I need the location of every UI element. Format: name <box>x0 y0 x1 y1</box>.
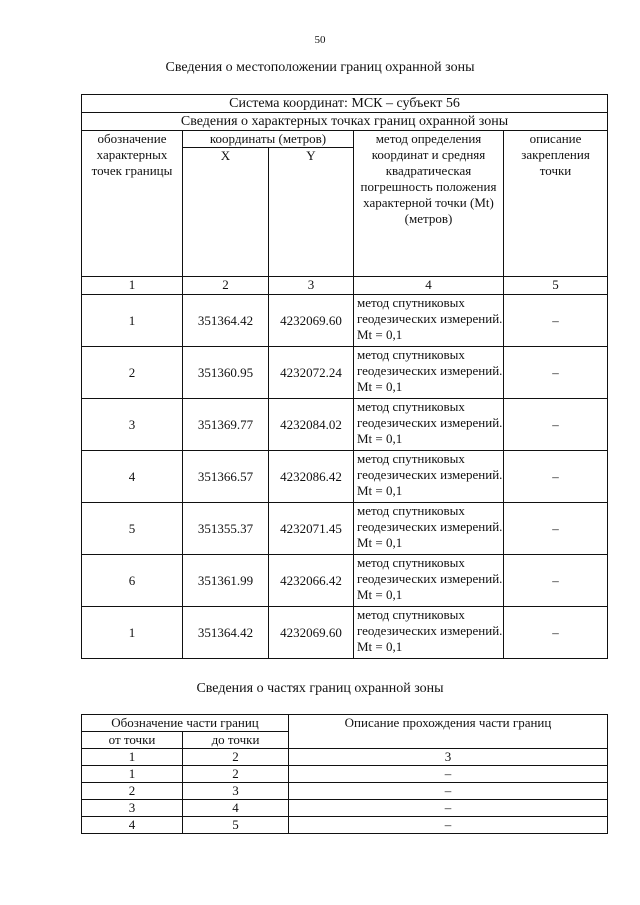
passage-description-cell: – <box>289 800 608 817</box>
table-row <box>82 295 608 347</box>
description-cell: – <box>504 555 608 607</box>
point-cell: 5 <box>82 503 183 555</box>
column-number: 4 <box>354 277 504 295</box>
from-point-cell: 2 <box>82 783 183 800</box>
from-point-cell: 1 <box>82 766 183 783</box>
point-designation-header: обозначение характерных точек границы <box>82 131 183 277</box>
coordinate-system-cell: Система координат: МСК – субъект 56 <box>82 95 608 113</box>
x-cell: 351369.77 <box>183 399 269 451</box>
description-cell: – <box>504 607 608 659</box>
y-cell: 4232086.42 <box>269 451 354 503</box>
coordinates-header: координаты (метров) <box>183 131 354 148</box>
column-number: 2 <box>183 277 269 295</box>
table-row <box>82 800 608 817</box>
x-cell: 351355.37 <box>183 503 269 555</box>
y-header: Y <box>269 148 354 277</box>
to-point-cell: 2 <box>183 766 289 783</box>
point-cell: 2 <box>82 347 183 399</box>
passage-description-cell: 3 <box>289 749 608 766</box>
method-cell: метод спутниковых геодезических измерений. Mt = 0,1 <box>354 347 504 399</box>
method-cell: метод спутниковых геодезических измерений. Mt = 0,1 <box>354 295 504 347</box>
x-cell: 351366.57 <box>183 451 269 503</box>
description-cell: – <box>504 503 608 555</box>
table-row <box>82 817 608 834</box>
table-row <box>82 451 608 503</box>
method-header: метод определения координат и средняя квадратическая погрешность положения характерной точки (Mt) (метров) <box>354 131 504 277</box>
characteristic-points-table <box>81 94 608 659</box>
point-cell: 1 <box>82 607 183 659</box>
description-cell: – <box>504 295 608 347</box>
y-cell: 4232072.24 <box>269 347 354 399</box>
passage-description-header: Описание прохождения части границ <box>289 715 608 749</box>
x-cell: 351361.99 <box>183 555 269 607</box>
method-cell: метод спутниковых геодезических измерений. Mt = 0,1 <box>354 399 504 451</box>
method-cell: метод спутниковых геодезических измерений. Mt = 0,1 <box>354 555 504 607</box>
table-row <box>82 607 608 659</box>
section-title-boundaries: Сведения о местоположении границ охранной зоны <box>165 60 475 75</box>
from-point-cell: 3 <box>82 800 183 817</box>
table-row <box>82 783 608 800</box>
point-cell: 3 <box>82 399 183 451</box>
y-cell: 4232084.02 <box>269 399 354 451</box>
fixation-description-header: описание закрепления точки <box>504 131 608 277</box>
table-row <box>82 555 608 607</box>
to-point-cell: 3 <box>183 783 289 800</box>
method-cell: метод спутниковых геодезических измерений. Mt = 0,1 <box>354 607 504 659</box>
boundary-parts-table <box>81 714 608 834</box>
column-number: 3 <box>269 277 354 295</box>
table-row <box>82 347 608 399</box>
y-cell: 4232066.42 <box>269 555 354 607</box>
description-cell: – <box>504 451 608 503</box>
to-point-header: до точки <box>183 732 289 749</box>
to-point-cell: 4 <box>183 800 289 817</box>
from-point-header: от точки <box>82 732 183 749</box>
table-row <box>82 399 608 451</box>
table-subtitle-cell: Сведения о характерных точках границ охранной зоны <box>82 113 608 131</box>
description-cell: – <box>504 347 608 399</box>
passage-description-cell: – <box>289 817 608 834</box>
method-cell: метод спутниковых геодезических измерений. Mt = 0,1 <box>354 451 504 503</box>
x-cell: 351360.95 <box>183 347 269 399</box>
column-number: 5 <box>504 277 608 295</box>
point-cell: 1 <box>82 295 183 347</box>
table-row <box>82 503 608 555</box>
x-header: X <box>183 148 269 277</box>
y-cell: 4232071.45 <box>269 503 354 555</box>
passage-description-cell: – <box>289 783 608 800</box>
column-number: 1 <box>82 277 183 295</box>
part-designation-header: Обозначение части границ <box>82 715 289 732</box>
table-row <box>82 766 608 783</box>
description-cell: – <box>504 399 608 451</box>
to-point-cell: 2 <box>183 749 289 766</box>
y-cell: 4232069.60 <box>269 295 354 347</box>
y-cell: 4232069.60 <box>269 607 354 659</box>
method-cell: метод спутниковых геодезических измерений. Mt = 0,1 <box>354 503 504 555</box>
section-title-parts: Сведения о частях границ охранной зоны <box>196 681 444 696</box>
x-cell: 351364.42 <box>183 607 269 659</box>
from-point-cell: 4 <box>82 817 183 834</box>
from-point-cell: 1 <box>82 749 183 766</box>
passage-description-cell: – <box>289 766 608 783</box>
x-cell: 351364.42 <box>183 295 269 347</box>
to-point-cell: 5 <box>183 817 289 834</box>
table-row <box>82 749 608 766</box>
page-number: 50 <box>314 34 326 46</box>
point-cell: 4 <box>82 451 183 503</box>
point-cell: 6 <box>82 555 183 607</box>
